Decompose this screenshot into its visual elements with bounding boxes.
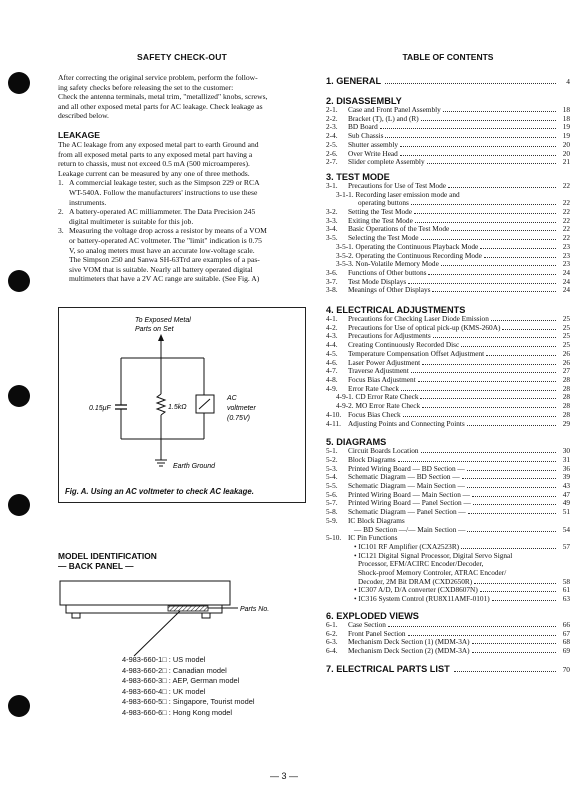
- entry-title: Front Panel Section: [348, 628, 406, 638]
- model-identification: [58, 551, 306, 571]
- text-line: multimeters that have a 2V AC range are suitable. (See Fig. A): [69, 274, 260, 284]
- back-panel-subtitle: — BACK PANEL —: [58, 561, 134, 571]
- entry-title: Creating Continuously Recorded Disc: [348, 340, 460, 350]
- entry-title: Schematic Diagram — Panel Section —: [348, 507, 466, 517]
- page-ref: 18: [562, 105, 570, 114]
- method-item: [58, 207, 306, 226]
- entry-title: 3-5-3. Non-Volatile Memory Mode: [336, 259, 439, 269]
- entry-title: Schematic Diagram — Main Section —: [348, 481, 465, 491]
- entry-number: 3-4.: [326, 224, 338, 234]
- dot-leader: [422, 364, 556, 365]
- text-line: V, so analog meters must have an accurate low-voltage scale.: [69, 245, 255, 255]
- entry-number: 4-8.: [326, 374, 338, 384]
- page-ref: 24: [562, 276, 570, 286]
- page-ref: 19: [562, 122, 570, 132]
- text-line: digital multimeter is suitable for this job.: [69, 216, 194, 226]
- entry-number: 3-2.: [326, 207, 338, 217]
- method-item: [58, 226, 306, 284]
- leakage-circuit-diagram: [59, 308, 305, 502]
- entry-number: 5-1.: [326, 446, 338, 456]
- dot-leader: [421, 239, 557, 240]
- page-ref: 51: [562, 507, 570, 517]
- entry-number: 2-1.: [326, 105, 338, 114]
- section-title: 7. ELECTRICAL PARTS LIST: [326, 663, 450, 674]
- dot-leader: [448, 187, 556, 188]
- page-ref: 18: [562, 113, 570, 123]
- table-of-contents: [326, 52, 570, 674]
- dot-leader: [428, 274, 556, 275]
- page-ref: 30: [562, 446, 570, 456]
- page-ref: 57: [562, 541, 570, 551]
- entry-title: Precautions for Checking Laser Diode Emission: [348, 314, 489, 324]
- entry-title: 3-1-1. Recording laser emission mode and: [336, 189, 460, 199]
- dot-leader: [401, 390, 556, 391]
- dot-leader: [427, 163, 556, 164]
- entry-number: 5-10.: [326, 533, 342, 543]
- method-number: 3.: [58, 226, 64, 236]
- entry-title: Case and Front Panel Assembly: [348, 105, 441, 114]
- toc-list-diagrams: [326, 447, 570, 604]
- entry-title: Precautions for Use of Test Mode: [348, 180, 447, 190]
- page-ref: 22: [562, 233, 570, 243]
- page-ref: 20: [562, 139, 570, 149]
- toc-entry[interactable]: [326, 647, 570, 656]
- entry-title: Sub Chassis: [348, 131, 384, 141]
- dot-leader: [480, 248, 556, 249]
- page-ref: 23: [562, 250, 570, 260]
- toc-section-disassembly[interactable]: 2. DISASSEMBLY: [326, 96, 402, 106]
- text-line: Leakage current can be measured by any one of three methods.: [58, 168, 250, 178]
- entry-number: 3-8.: [326, 285, 338, 295]
- entry-title: Adjusting Points and Connecting Points: [348, 418, 465, 428]
- toc-list-exploded-views: [326, 621, 570, 656]
- page-ref: 22: [562, 224, 570, 234]
- page-ref: 39: [562, 472, 570, 482]
- page-ref: 20: [562, 148, 570, 158]
- page-ref: 36: [562, 463, 570, 473]
- entry-number: 4-4.: [326, 340, 338, 350]
- text-line: sive VOM that is suitable. Nearly all battery operated digital: [69, 264, 253, 274]
- entry-title: Over Write Head: [348, 148, 398, 158]
- dot-leader: [486, 355, 556, 356]
- page-ref: 63: [562, 594, 570, 604]
- model-item: 4-983-660-6□ : Hong Kong model: [122, 707, 233, 717]
- method-item: [58, 178, 306, 207]
- page-ref: 21: [562, 157, 570, 167]
- page-ref: 25: [562, 331, 570, 341]
- entry-number: 3-5.: [326, 233, 338, 243]
- entry-number: 6-1.: [326, 619, 338, 629]
- entry-title: Traverse Adjustment: [348, 366, 409, 376]
- toc-section-test-mode[interactable]: 3. TEST MODE: [326, 171, 390, 182]
- dot-leader: [443, 111, 556, 112]
- page-ref: 58: [562, 576, 570, 586]
- entry-title: Error Rate Check: [348, 383, 400, 393]
- entry-title: • IC316 System Control (RU8X11AMF-0101): [354, 594, 490, 604]
- dot-leader: [420, 398, 556, 399]
- page-ref: 23: [562, 241, 570, 251]
- dot-leader: [411, 204, 556, 205]
- entry-title: Meanings of Other Displays: [348, 285, 431, 295]
- dot-leader: [441, 265, 556, 266]
- toc-entry[interactable]: [326, 420, 570, 429]
- toc-list-electrical-adjustments: [326, 315, 570, 428]
- dot-leader: [467, 487, 556, 488]
- entry-title: Printed Wiring Board — BD Section —: [348, 463, 465, 473]
- entry-number: 5-3.: [326, 463, 338, 473]
- entry-title: — BD Section —/— Main Section —: [354, 524, 466, 534]
- entry-title: Printed Wiring Board — Main Section —: [348, 489, 470, 499]
- entry-title: operating buttons: [358, 198, 409, 208]
- entry-number: 5-7.: [326, 498, 338, 508]
- text-line: A battery-operated AC milliammeter. The Data Precision 245: [69, 207, 256, 217]
- page-ref: 19: [562, 131, 570, 141]
- entry-title: Precautions for Adjustments: [348, 331, 431, 341]
- page-ref: 70: [562, 664, 570, 674]
- toc-section-general[interactable]: [326, 76, 570, 86]
- page-ref: 31: [562, 454, 570, 464]
- entry-title: Decoder, 2M Bit DRAM (CXD2650R): [358, 576, 473, 586]
- entry-title: Exiting the Test Mode: [348, 215, 413, 225]
- entry-title: Case Section: [348, 619, 386, 629]
- dot-leader: [454, 671, 556, 672]
- dot-leader: [415, 222, 556, 223]
- entry-title: Functions of Other buttons: [348, 267, 427, 277]
- dot-leader: [491, 320, 556, 321]
- entry-number: 4-1.: [326, 314, 338, 324]
- page-ref: 22: [562, 207, 570, 217]
- text-line: After correcting the original service problem, perform the follow-: [58, 73, 258, 82]
- toc-list-test-mode: [326, 182, 570, 295]
- text-line: The AC leakage from any exposed metal part to earth Ground and: [58, 139, 259, 149]
- figure-a: [58, 307, 306, 503]
- model-list: [122, 655, 255, 719]
- entry-number: 4-9.: [326, 383, 338, 393]
- page-ref: 22: [562, 198, 570, 208]
- entry-number: 3-7.: [326, 276, 338, 286]
- entry-title: • IC307 A/D, D/A converter (CXD8607N): [354, 585, 478, 595]
- page-ref: 25: [562, 314, 570, 324]
- dot-leader: [418, 381, 556, 382]
- dot-leader: [414, 213, 556, 214]
- dot-leader: [473, 504, 556, 505]
- page-ref: 28: [562, 409, 570, 419]
- page-ref: 28: [562, 383, 570, 393]
- entry-number: 6-4.: [326, 645, 338, 655]
- entry-title: BD Board: [348, 122, 378, 132]
- resistor-label: 1.5kΩ: [168, 404, 187, 411]
- entry-title: Precautions for Use of optical pick-up (KMS-260A): [348, 322, 501, 332]
- entry-title: Block Diagrams: [348, 454, 396, 464]
- page-ref: 25: [562, 340, 570, 350]
- leakage-text: [58, 140, 306, 284]
- entry-number: 5-6.: [326, 489, 338, 499]
- toc-section-exploded-views[interactable]: 6. EXPLODED VIEWS: [326, 610, 419, 621]
- dot-leader: [467, 470, 556, 471]
- parts-no-label: Parts No.: [240, 606, 270, 613]
- dot-leader: [472, 496, 556, 497]
- toc-entry[interactable]: [326, 158, 570, 167]
- dot-leader: [411, 372, 556, 373]
- text-line: from all exposed metal parts to any exposed metal part having a: [58, 149, 253, 159]
- dot-leader: [474, 583, 556, 584]
- toc-section-diagrams[interactable]: 5. DIAGRAMS: [326, 437, 387, 448]
- entry-title: Printed Wiring Board — Panel Section —: [348, 498, 471, 508]
- binder-hole: [8, 72, 30, 94]
- text-line: WT-540A. Follow the manufacturers' instructions to use these: [69, 187, 258, 197]
- model-id-title: MODEL IDENTIFICATION: [58, 551, 157, 561]
- text-line: Measuring the voltage drop across a resistor by means of a VOM: [69, 226, 267, 236]
- dot-leader: [385, 83, 556, 84]
- voltmeter-label-1: AC: [227, 395, 237, 402]
- entry-title: IC Block Diagrams: [348, 515, 405, 525]
- dot-leader: [408, 635, 556, 636]
- page-ref: 43: [562, 481, 570, 491]
- entry-title: 3-5-2. Operating the Continuous Recording Mode: [336, 250, 482, 260]
- dot-leader: [461, 548, 556, 549]
- entry-number: 2-7.: [326, 157, 338, 167]
- page-ref: 26: [562, 357, 570, 367]
- entry-title: Focus Bias Check: [348, 409, 401, 419]
- page-ref: 26: [562, 348, 570, 358]
- dot-leader: [472, 652, 556, 653]
- section-title: 1. GENERAL: [326, 76, 382, 86]
- dot-leader: [472, 643, 556, 644]
- entry-title: Processor, EFM/ACIRC Encoder/Decoder,: [358, 559, 484, 569]
- leakage-title: LEAKAGE: [58, 129, 101, 140]
- page-ref: 28: [562, 374, 570, 384]
- page-ref: 29: [562, 418, 570, 428]
- entry-number: 3-3.: [326, 215, 338, 225]
- capacitor-label: 0.15μF: [89, 405, 111, 412]
- model-item: 4-983-660-4□ : UK model: [122, 686, 206, 696]
- dot-leader: [433, 337, 556, 338]
- entry-number: 2-3.: [326, 122, 338, 132]
- dot-leader: [480, 591, 556, 592]
- dot-leader: [422, 407, 556, 408]
- dot-leader: [398, 461, 556, 462]
- entry-title: Bracket (T), (L) and (R): [348, 113, 419, 123]
- model-item: 4-983-660-5□ : Singapore, Tourist model: [122, 697, 255, 707]
- model-item: 4-983-660-2□ : Canadian model: [122, 665, 227, 675]
- page-ref: 47: [562, 489, 570, 499]
- dot-leader: [432, 291, 556, 292]
- entry-title: Shutter assembly: [348, 139, 399, 149]
- dot-leader: [468, 513, 556, 514]
- entry-number: 3-1.: [326, 180, 338, 190]
- dot-leader: [388, 626, 556, 627]
- dot-leader: [385, 137, 556, 138]
- page-ref: 66: [562, 619, 570, 629]
- figure-caption: Fig. A. Using an AC voltmeter to check AC leakage.: [65, 487, 254, 496]
- entry-number: 4-6.: [326, 357, 338, 367]
- entry-title: Focus Bias Adjustment: [348, 374, 416, 384]
- page-ref: 49: [562, 498, 570, 508]
- toc-section-parts-list[interactable]: [326, 664, 570, 674]
- entry-title: Selecting the Test Mode: [348, 233, 419, 243]
- entry-title: Temperature Compensation Offset Adjustment: [348, 348, 485, 358]
- model-item: 4-983-660-3□ : AEP, German model: [122, 676, 240, 686]
- entry-number: 5-2.: [326, 454, 338, 464]
- safety-section: [58, 52, 306, 284]
- page-ref: 24: [562, 285, 570, 295]
- dot-leader: [380, 128, 556, 129]
- earth-ground-label: Earth Ground: [173, 463, 216, 470]
- safety-intro: [58, 73, 306, 121]
- entry-title: Mechanism Deck Section (1) (MDM-3A): [348, 637, 470, 647]
- entry-number: 5-9.: [326, 515, 338, 525]
- entry-title: • IC121 Digital Signal Processor, Digital Servo Signal: [354, 550, 513, 560]
- dot-leader: [451, 230, 556, 231]
- entry-number: 4-5.: [326, 348, 338, 358]
- entry-number: 4-7.: [326, 366, 338, 376]
- toc-entry[interactable]: [326, 286, 570, 295]
- toc-title: TABLE OF CONTENTS: [402, 52, 494, 62]
- text-line: described below.: [58, 111, 109, 121]
- entry-number: 2-4.: [326, 131, 338, 141]
- entry-number: 6-2.: [326, 628, 338, 638]
- entry-number: 4-3.: [326, 331, 338, 341]
- page-number: — 3 —: [270, 771, 299, 781]
- entry-number: 5-8.: [326, 507, 338, 517]
- text-line: A commercial leakage tester, such as the Simpson 229 or RCA: [69, 178, 260, 188]
- dot-leader: [400, 155, 556, 156]
- entry-number: 3-6.: [326, 267, 338, 277]
- text-line: Check the antenna terminals, metal trim, "metallized" knobs, screws,: [58, 92, 268, 102]
- entry-number: 6-3.: [326, 637, 338, 647]
- page-ref: 69: [562, 645, 570, 655]
- text-line: or battery-operated AC voltmeter. The "limit" indication is 0.75: [69, 235, 262, 245]
- page-ref: 28: [562, 392, 570, 402]
- dot-leader: [467, 531, 556, 532]
- entry-number: 2-6.: [326, 148, 338, 158]
- model-item: 4-983-660-1□ : US model: [122, 655, 206, 664]
- method-number: 2.: [58, 207, 64, 217]
- dot-leader: [462, 478, 556, 479]
- page-ref: 54: [562, 524, 570, 534]
- page-ref: 23: [562, 259, 570, 269]
- entry-title: Laser Power Adjustment: [348, 357, 421, 367]
- exposed-metal-label-2: Parts on Set: [135, 326, 174, 333]
- page-ref: 27: [562, 366, 570, 376]
- text-line: instruments.: [69, 197, 107, 207]
- text-line: ing safety checks before releasing the set to the customer:: [58, 82, 234, 92]
- entry-title: Basic Operations of the Test Mode: [348, 224, 450, 234]
- method-number: 1.: [58, 178, 64, 188]
- page-ref: 28: [562, 401, 570, 411]
- entry-number: 4-10.: [326, 409, 342, 419]
- entry-number: 2-5.: [326, 139, 338, 149]
- entry-number: 4-2.: [326, 322, 338, 332]
- page-ref: 68: [562, 637, 570, 647]
- entry-title: IC Pin Functions: [348, 533, 398, 543]
- text-line: and all other exposed metal parts for AC leakage. Check leakage as: [58, 101, 263, 111]
- toc-entry[interactable]: [326, 595, 570, 604]
- text-line: return to chassis, must not exceed 0.5 mA (500 microamperes).: [58, 159, 250, 169]
- entry-number: 5-4.: [326, 472, 338, 482]
- binder-hole: [8, 385, 30, 407]
- dot-leader: [467, 425, 556, 426]
- entry-title: • IC101 RF Amplifier (CXA2523R): [354, 541, 460, 551]
- page-ref: 61: [562, 585, 570, 595]
- dot-leader: [400, 146, 556, 147]
- page-ref: 25: [562, 322, 570, 332]
- dot-leader: [492, 600, 556, 601]
- page-ref: 24: [562, 267, 570, 277]
- entry-title: 4-9-1. CD Error Rate Check: [336, 392, 419, 402]
- dot-leader: [403, 416, 556, 417]
- dot-leader: [421, 120, 556, 121]
- entry-title: Shock-proof Memory Controler, ATRAC Encoder/: [358, 568, 507, 578]
- dot-leader: [461, 346, 556, 347]
- toc-list-disassembly: [326, 106, 570, 167]
- entry-title: 4-9-2. MO Error Rate Check: [336, 401, 421, 411]
- method-list: [58, 178, 306, 284]
- entry-number: 5-5.: [326, 481, 338, 491]
- page-ref: 67: [562, 628, 570, 638]
- entry-number: 2-2.: [326, 113, 338, 123]
- text-line: The Simpson 250 and Sanwa SH-63Trd are examples of a pas-: [69, 255, 260, 265]
- dot-leader: [421, 452, 556, 453]
- entry-title: Circuit Boards Location: [348, 446, 419, 456]
- entry-title: Slider complete Assembly: [348, 157, 425, 167]
- toc-section-electrical-adjustments[interactable]: 4. ELECTRICAL ADJUSTMENTS: [326, 305, 466, 316]
- entry-title: Setting the Test Mode: [348, 207, 413, 217]
- safety-title: SAFETY CHECK-OUT: [137, 52, 227, 62]
- page-ref: 4: [566, 77, 570, 86]
- exposed-metal-label: To Exposed Metal: [135, 317, 191, 324]
- dot-leader: [408, 283, 556, 284]
- entry-title: Test Mode Displays: [348, 276, 407, 286]
- voltmeter-label-2: voltmeter: [227, 405, 256, 412]
- voltmeter-label-3: (0.75V): [227, 415, 250, 422]
- entry-title: 3-5-1. Operating the Continuous Playback Mode: [336, 241, 479, 251]
- page-ref: 22: [562, 180, 570, 190]
- entry-title: Schematic Diagram — BD Section —: [348, 472, 460, 482]
- entry-title: Mechanism Deck Section (2) (MDM-3A): [348, 645, 470, 655]
- binder-hole: [8, 494, 30, 516]
- back-panel-drawing: [58, 578, 306, 658]
- binder-hole: [8, 270, 30, 292]
- dot-leader: [484, 257, 556, 258]
- binder-hole: [8, 695, 30, 717]
- page-ref: 22: [562, 215, 570, 225]
- entry-number: 4-11.: [326, 418, 341, 428]
- dot-leader: [502, 329, 556, 330]
